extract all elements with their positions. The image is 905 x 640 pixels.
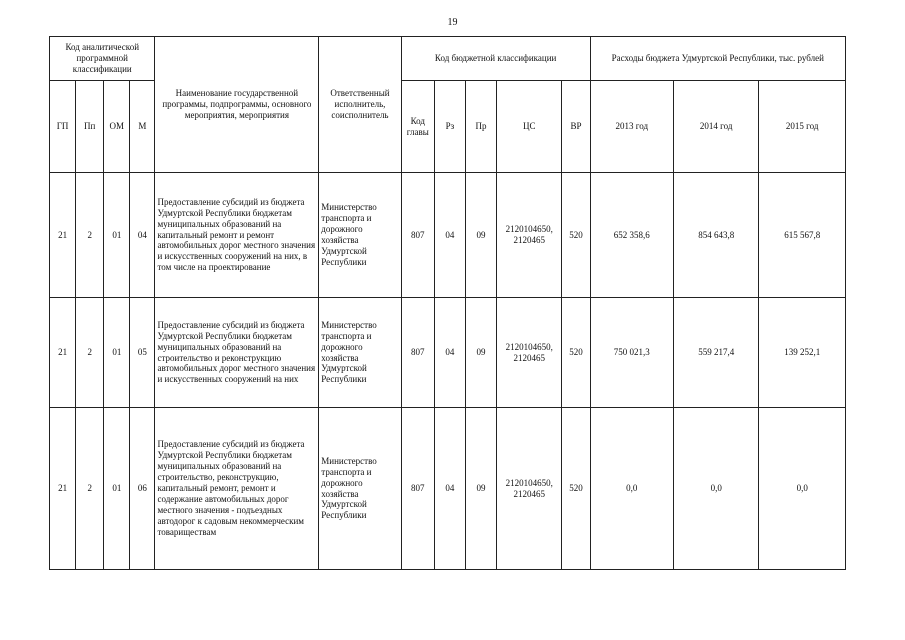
year-2015-header: 2015 год [759, 81, 846, 173]
cs-cell: 2120104650, 2120465 [497, 408, 562, 570]
pr-cell: 09 [465, 408, 496, 570]
executor-cell: Министерство транспорта и дорожного хозяйства Удмуртской Республики [319, 173, 401, 298]
gp-cell: 21 [50, 408, 76, 570]
vr-cell: 520 [562, 173, 590, 298]
m-cell: 06 [130, 408, 155, 570]
year-2015-cell: 0,0 [759, 408, 846, 570]
year-2015-cell: 139 252,1 [759, 298, 846, 408]
year-2014-cell: 854 643,8 [674, 173, 759, 298]
m-cell: 05 [130, 298, 155, 408]
analytic-code-header: Код аналитической программной классификации [50, 37, 155, 81]
kod-glavy-cell: 807 [401, 408, 434, 570]
kod-glavy-cell: 807 [401, 173, 434, 298]
budget-table [49, 36, 846, 570]
name-cell: Предоставление субсидий из бюджета Удмуртской Республики бюджетам муниципальных образований на строительство, реконструкцию, капитальный ремонт, ремонт и содержание автомобильных дорог местного значения - подъездных автодорог к садовым некоммерческим товариществам [155, 408, 319, 570]
pp-cell: 2 [76, 408, 104, 570]
cs-cell: 2120104650, 2120465 [497, 298, 562, 408]
kod-glavy-header: Код главы [401, 81, 434, 173]
cs-header: ЦС [497, 81, 562, 173]
pp-cell: 2 [76, 173, 104, 298]
vr-header: ВР [562, 81, 590, 173]
year-2014-cell: 559 217,4 [674, 298, 759, 408]
pp-header: Пп [76, 81, 104, 173]
gp-cell: 21 [50, 298, 76, 408]
m-cell: 04 [130, 173, 155, 298]
om-cell: 01 [104, 298, 130, 408]
pr-header: Пр [465, 81, 496, 173]
rz-cell: 04 [434, 298, 465, 408]
m-header: М [130, 81, 155, 173]
expenses-header: Расходы бюджета Удмуртской Республики, тыс. рублей [590, 37, 845, 81]
table-row [50, 408, 846, 570]
cs-cell: 2120104650, 2120465 [497, 173, 562, 298]
om-cell: 01 [104, 408, 130, 570]
gp-header: ГП [50, 81, 76, 173]
pr-cell: 09 [465, 298, 496, 408]
name-cell: Предоставление субсидий из бюджета Удмуртской Республики бюджетам муниципальных образований на строительство и реконструкцию автомобильных дорог местного значения и искусственных сооружений на них [155, 298, 319, 408]
name-header: Наименование государственной программы, подпрограммы, основного мероприятия, мероприятия [155, 37, 319, 173]
page-number: 19 [447, 17, 458, 28]
name-cell: Предоставление субсидий из бюджета Удмуртской Республики бюджетам муниципальных образований на капитальный ремонт и ремонт автомобильных дорог местного значения и искусственных сооружений на них, в том числе на проектирование [155, 173, 319, 298]
executor-cell: Министерство транспорта и дорожного хозяйства Удмуртской Республики [319, 298, 401, 408]
rz-header: Рз [434, 81, 465, 173]
year-2013-cell: 750 021,3 [590, 298, 673, 408]
budget-code-header: Код бюджетной классификации [401, 37, 590, 81]
header-row-1 [50, 37, 846, 81]
vr-cell: 520 [562, 408, 590, 570]
year-2013-cell: 652 358,6 [590, 173, 673, 298]
kod-glavy-cell: 807 [401, 298, 434, 408]
om-cell: 01 [104, 173, 130, 298]
vr-cell: 520 [562, 298, 590, 408]
year-2015-cell: 615 567,8 [759, 173, 846, 298]
year-2013-cell: 0,0 [590, 408, 673, 570]
table-row [50, 298, 846, 408]
executor-header: Ответственный исполнитель, соисполнитель [319, 37, 401, 173]
pr-cell: 09 [465, 173, 496, 298]
year-2014-cell: 0,0 [674, 408, 759, 570]
gp-cell: 21 [50, 173, 76, 298]
year-2014-header: 2014 год [674, 81, 759, 173]
executor-cell: Министерство транспорта и дорожного хозяйства Удмуртской Республики [319, 408, 401, 570]
table-row [50, 173, 846, 298]
pp-cell: 2 [76, 298, 104, 408]
om-header: ОМ [104, 81, 130, 173]
rz-cell: 04 [434, 173, 465, 298]
rz-cell: 04 [434, 408, 465, 570]
year-2013-header: 2013 год [590, 81, 673, 173]
